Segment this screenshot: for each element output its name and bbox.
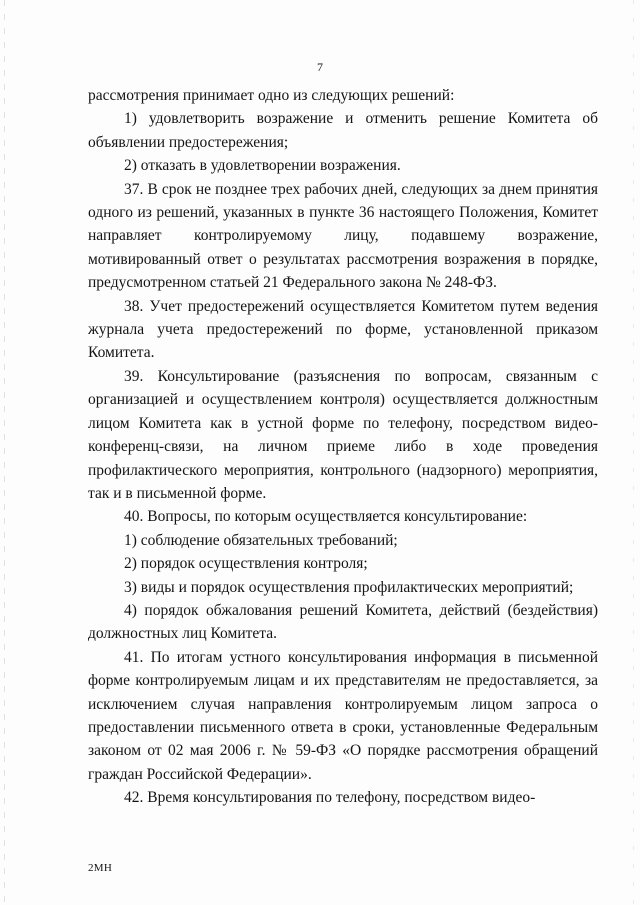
paragraph-clause-41: 41. По итогам устного консультирования информация в письменной форме контролируемым лицам и их представителям не предоставляется, за исключением случая направления контролируемым лицом запроса о предоставлении письменного ответа в сроки, установленные Федеральным законом от 02 мая 2006 г. № 59-ФЗ «О порядке рассмотрения обращений граждан Российской Федерации». (88, 648, 598, 783)
paragraph-clause-42: 42. Время консультирования по телефону, посредством видео- (124, 789, 536, 807)
document-body (88, 84, 598, 810)
page-number: 7 (317, 60, 323, 74)
paragraph-clause-38: 38. Учет предостережений осуществляется Комитетом путем ведения журнала учета предостережений по форме, установленной приказом Комитета. (88, 297, 598, 362)
paragraph-item: 2) порядок осуществления контроля; (124, 555, 368, 573)
paragraph-clause-37: 37. В срок не позднее трех рабочих дней, следующих за днем принятия одного из решений, указанных в пункте 36 настоящего Положения, Комитет направляет контролируемому лицу, подавшему возражение, мотивированный ответ о результатах рассмотрения возражения в порядке, предусмотренном статьей 21 Федерального закона № 248-ФЗ. (88, 180, 598, 292)
paragraph-clause-39: 39. Консультирование (разъяснения по вопросам, связанным с организацией и осуществлением контроля) осуществляется должностным лицом Комитета как в устной форме по телефону, посредством видео-конференц-связи, на личном приеме либо в ходе проведения профилактического мероприятия, контрольного (надзорного) мероприятия, так и в письменной форме. (88, 367, 598, 502)
paragraph-item: 4) порядок обжалования решений Комитета, действий (бездействия) должностных лиц Комитета. (88, 601, 598, 643)
paragraph-item: 1) соблюдение обязательных требований; (124, 531, 398, 549)
footer-code: 2МН (88, 862, 113, 874)
scan-edge-left (4, 0, 5, 905)
paragraph-item: 2) отказать в удовлетворении возражения. (124, 157, 401, 175)
paragraph-continuation: рассмотрения принимает одно из следующих решений: (88, 87, 455, 104)
paragraph-clause-40: 40. Вопросы, по которым осуществляется консультирование: (124, 508, 528, 526)
paragraph-item: 3) виды и порядок осуществления профилактических мероприятий; (124, 578, 574, 596)
scan-edge-right (633, 0, 634, 905)
paragraph-item: 1) удовлетворить возражение и отменить решение Комитета об объявлении предостережения; (88, 110, 598, 151)
